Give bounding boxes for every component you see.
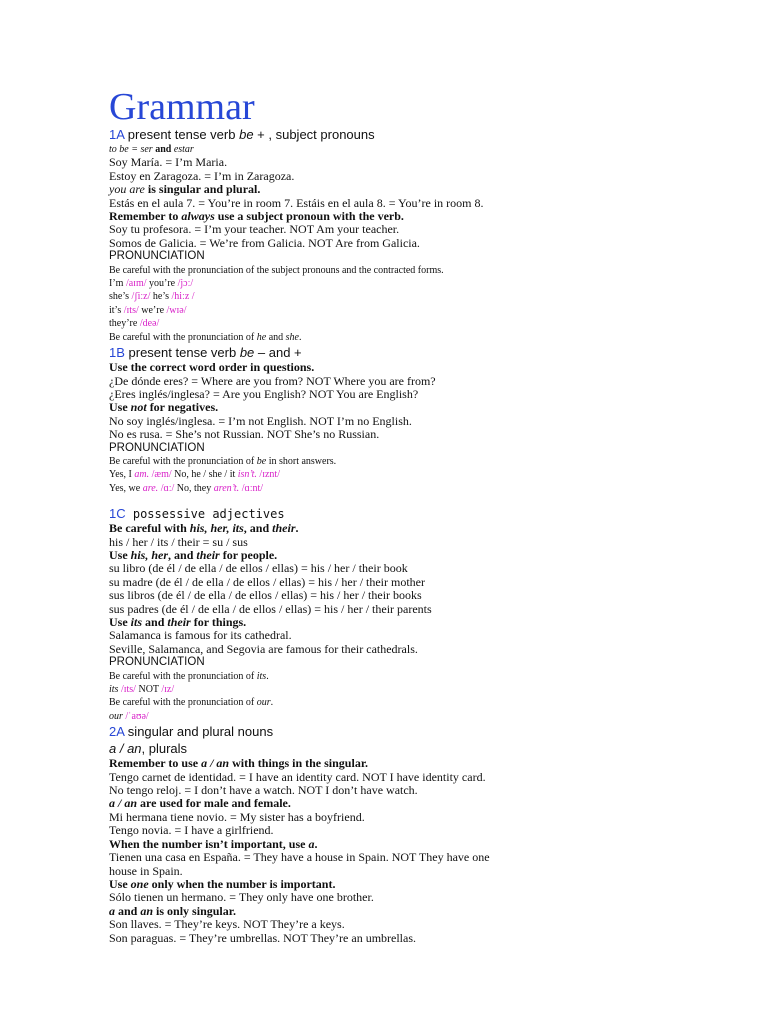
rule-line: When the number isn’t important, use a. bbox=[109, 836, 318, 851]
text-line: Estás en el aula 7. = You’re in room 7. Estáis en el aula 8. = You’re in room 8. bbox=[109, 195, 484, 210]
phonetic-line: its /ɪts/ NOT /ɪz/ bbox=[109, 684, 175, 696]
phonetic-line: our /ˈaʊə/ bbox=[109, 710, 149, 722]
text-line: Be careful with the pronunciation of be in short answers. bbox=[109, 455, 337, 467]
rule-line: Use his, her, and their for people. bbox=[109, 547, 278, 562]
rule-line: Use its and their for things. bbox=[109, 615, 247, 629]
phonetic-line: Yes, I am. /æm/ No, he / she / it isn’t. /ɪznt/ bbox=[109, 469, 280, 481]
text-line: Mi hermana tiene novio. = My sister has a boyfriend. bbox=[109, 809, 365, 824]
text-line: house in Spain. bbox=[109, 863, 183, 878]
pronunciation-heading: PRONUNCIATION bbox=[109, 441, 205, 454]
text-line: sus libros (de él / de ella / de ellos / ellas) = his / her / their books bbox=[109, 588, 422, 603]
document-body bbox=[109, 126, 749, 945]
text-line: sus padres (de él / de ella / de ellos / ellas) = his / her / their parents bbox=[109, 601, 432, 616]
section-heading-2a: 2A singular and plural nouns bbox=[109, 724, 274, 740]
text-line: Tengo carnet de identidad. = I have an identity card. NOT I have identity card. bbox=[109, 769, 486, 784]
phonetic-line: it’s /ɪts/ we’re /wɪə/ bbox=[109, 304, 187, 316]
text-line: his / her / its / their = su / sus bbox=[109, 534, 248, 549]
section-heading-1c: 1C possessive adjectives bbox=[109, 506, 285, 522]
rule-line: Remember to use a / an with things in the singular. bbox=[109, 756, 369, 771]
text-line: Soy tu profesora. = I’m your teacher. NOT Am your teacher. bbox=[109, 222, 400, 237]
text-line: Sólo tienen un hermano. = They only have one brother. bbox=[109, 890, 374, 905]
text-line: Estoy en Zaragoza. = I’m in Zaragoza. bbox=[109, 168, 295, 183]
section-subheading-2a: a / an, plurals bbox=[109, 741, 188, 757]
spacer bbox=[109, 495, 749, 505]
rule-line: Use the correct word order in questions. bbox=[109, 360, 315, 375]
section-heading-1a: 1A present tense verb be + , subject pronouns bbox=[109, 127, 375, 142]
text-line: su libro (de él / de ella / de ellos / ellas) = his / her / their book bbox=[109, 561, 408, 576]
rule-line: a / an are used for male and female. bbox=[109, 796, 291, 811]
phonetic-line: Yes, we are. /ɑː/ No, they aren’t. /ɑːnt/ bbox=[109, 482, 264, 494]
text-line: Be careful with the pronunciation of the subject pronouns and the contracted forms. bbox=[109, 264, 444, 276]
text-line: ¿Eres inglés/inglesa? = Are you English? NOT You are English? bbox=[109, 386, 419, 401]
rule-line: Be careful with his, her, its, and their. bbox=[109, 521, 299, 536]
pronunciation-heading: PRONUNCIATION bbox=[109, 656, 205, 669]
text-line: Be careful with the pronunciation of its. bbox=[109, 670, 269, 682]
rule-line: Remember to always use a subject pronoun with the verb. bbox=[109, 209, 404, 224]
pronunciation-heading: PRONUNCIATION bbox=[109, 250, 205, 263]
text-line: Be careful with the pronunciation of he and she. bbox=[109, 331, 302, 343]
text-line: No soy inglés/inglesa. = I’m not English. NOT I’m no English. bbox=[109, 413, 412, 428]
text-line: Seville, Salamanca, and Segovia are famous for their cathedrals. bbox=[109, 641, 418, 656]
rule-line: you are is singular and plural. bbox=[109, 182, 261, 197]
text-line: Salamanca is famous for its cathedral. bbox=[109, 628, 292, 643]
text-line: ¿De dónde eres? = Where are you from? NOT Where you are from? bbox=[109, 373, 436, 388]
text-line: to be = ser and estar bbox=[109, 144, 194, 155]
text-line: su madre (de él / de ella / de ellos / ellas) = his / her / their mother bbox=[109, 574, 426, 589]
text-line: Son llaves. = They’re keys. NOT They’re a keys. bbox=[109, 917, 345, 932]
phonetic-line: she’s /ʃiːz/ he’s /hiːz / bbox=[109, 291, 195, 303]
text-line: Soy María. = I’m Maria. bbox=[109, 155, 228, 170]
rule-line: Use one only when the number is important. bbox=[109, 876, 336, 891]
phonetic-line: I’m /aɪm/ you’re /jɔː/ bbox=[109, 278, 194, 290]
text-line: Tienen una casa en España. = They have a house in Spain. NOT They have one bbox=[109, 850, 490, 865]
phonetic-line: they’re /deə/ bbox=[109, 318, 160, 330]
text-line: Somos de Galicia. = We’re from Galicia. NOT Are from Galicia. bbox=[109, 235, 420, 250]
section-heading-1b: 1B present tense verb be – and + bbox=[109, 345, 302, 361]
page-title: Grammar bbox=[109, 86, 255, 128]
rule-line: a and an is only singular. bbox=[109, 903, 236, 918]
text-line: Be careful with the pronunciation of our. bbox=[109, 697, 274, 709]
text-line: No tengo reloj. = I don’t have a watch. NOT I don’t have watch. bbox=[109, 783, 418, 798]
rule-line: Use not for negatives. bbox=[109, 400, 219, 415]
text-line: No es rusa. = She’s not Russian. NOT She’s no Russian. bbox=[109, 427, 380, 442]
text-line: Son paraguas. = They’re umbrellas. NOT They’re an umbrellas. bbox=[109, 930, 417, 945]
text-line: Tengo novia. = I have a girlfriend. bbox=[109, 823, 274, 838]
